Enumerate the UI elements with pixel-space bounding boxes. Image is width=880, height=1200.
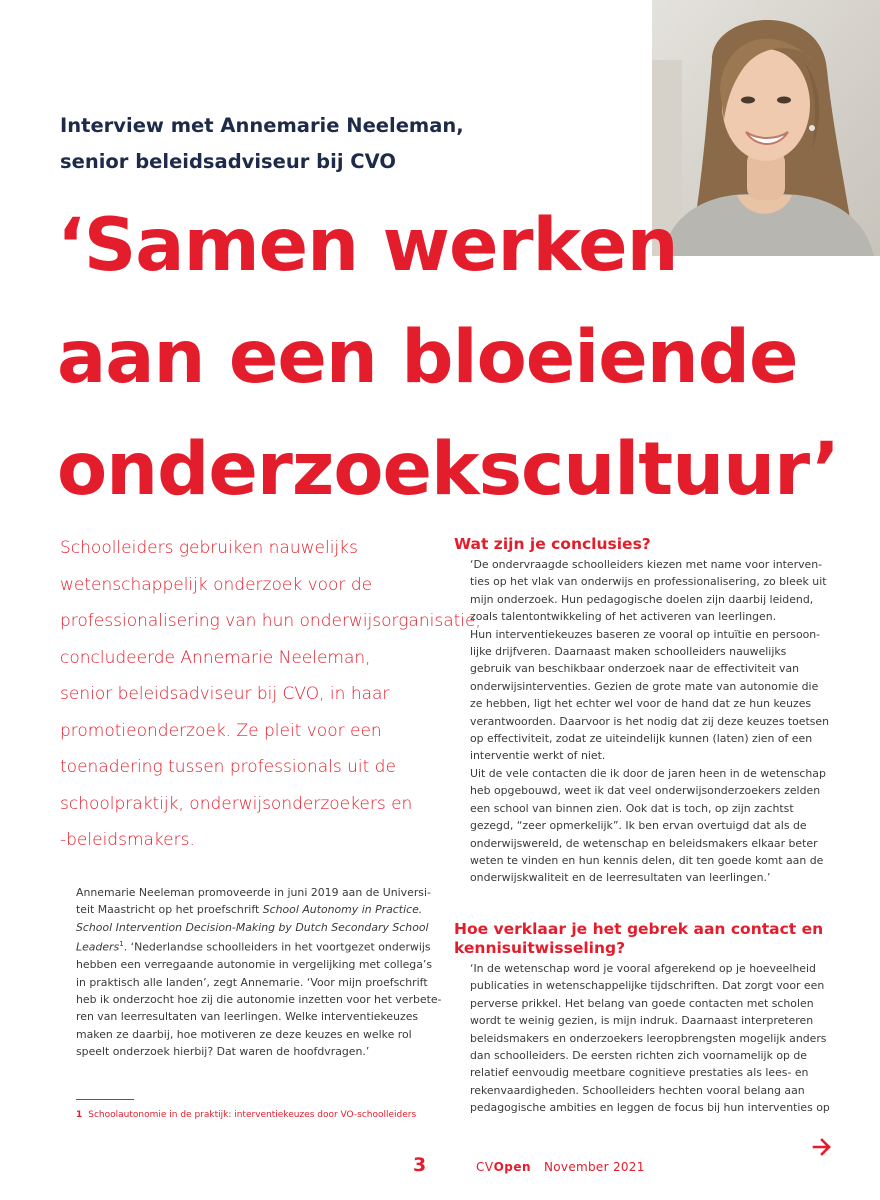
- body-line: heb ik onderzocht hoe zij die autonomie inzetten voor het verbete-: [76, 993, 442, 1007]
- body-line: onderwijskwaliteit en de leerresultaten van leerlingen.’: [470, 871, 771, 885]
- magazine-brand: [476, 1160, 531, 1174]
- headline-line-2: aan een bloeiende: [57, 315, 798, 400]
- body-line: Annemarie Neeleman promoveerde in juni 2019 aan de Universi-: [76, 886, 431, 899]
- body-line: ‘De ondervraagde schoolleiders kiezen met name voor interven-: [470, 558, 823, 571]
- body-line: mijn onderzoek. Hun pedagogische doelen zijn daarbij leidend,: [470, 592, 814, 606]
- lead-line: schoolpraktijk, onderwijsonderzoekers en: [60, 793, 413, 814]
- body-text-fragment: teit Maastricht op het proefschrift: [76, 903, 263, 917]
- body-line: gebruik van beschikbaar onderzoek naar de effectiviteit van: [470, 662, 800, 676]
- section-heading-text: kennisuitwisseling?: [454, 939, 626, 957]
- body-line: speelt onderzoek hierbij? Dat waren de hoofdvragen.’: [76, 1045, 370, 1059]
- body-line: op effectiviteit, zodat ze uiteindelijk kunnen (laten) zien of een: [470, 732, 813, 746]
- lead-paragraph: [60, 530, 481, 859]
- brand-prefix: CV: [476, 1160, 494, 1174]
- body-text-fragment: . ‘Nederlandse schoolleiders in het voortgezet onderwijs: [123, 940, 431, 954]
- body-line: lijke drijfveren. Daarnaast maken schoolleiders nauwelijks: [470, 645, 787, 659]
- footnote-reference[interactable]: 1: [119, 940, 124, 949]
- lead-line: concludeerde Annemarie Neeleman,: [60, 647, 371, 668]
- body-line: verantwoorden. Daarvoor is het nodig dat zij deze keuzes toetsen: [470, 714, 830, 728]
- body-line: zoals talentontwikkeling of het activeren van leerlingen.: [470, 610, 777, 624]
- body-line: ze hebben, ligt het echter wel voor de hand dat ze hun keuzes: [470, 697, 812, 711]
- brand-suffix: Open: [493, 1160, 532, 1174]
- body-line: weten te vinden en hun kennis delen, dit ten goede komt aan de: [470, 853, 824, 867]
- body-line: maken ze daarbij, hoe motiveren ze deze keuzes en welke rol: [76, 1027, 412, 1041]
- lead-line: wetenschappelijk onderzoek voor de: [60, 574, 373, 595]
- headline-line-1: ‘Samen werken: [57, 203, 678, 288]
- section-heading-conclusions: [454, 535, 651, 554]
- body-line: interventie werkt of niet.: [470, 749, 606, 763]
- body-paragraph-left: [76, 884, 442, 1061]
- book-title-fragment: School Autonomy in Practice.: [262, 903, 423, 917]
- body-line: dan schoolleiders. De eersten richten zich voornamelijk op de: [470, 1049, 808, 1063]
- section-heading-text: Wat zijn je conclusies?: [454, 535, 651, 553]
- body-paragraph-contact: [470, 960, 830, 1117]
- lead-line: senior beleidsadviseur bij CVO, in haar: [60, 684, 390, 704]
- interview-intro: [60, 108, 620, 180]
- body-line: ties op het vlak van onderwijs en professionalisering, zo bleek uit: [470, 575, 827, 589]
- body-paragraph-conclusions: [470, 556, 829, 887]
- lead-line: professionalisering van hun onderwijsorganisatie,: [60, 611, 481, 631]
- lead-line: Schoolleiders gebruiken nauwelijks: [60, 538, 358, 558]
- body-line: relatief eenvoudig meetbare cognitieve prestaties als lees- en: [470, 1066, 809, 1080]
- footnote-divider: [76, 1099, 134, 1100]
- body-line: onderwijsinterventies. Gezien de grote mate van autonomie die: [470, 679, 819, 693]
- footnote: [76, 1109, 436, 1121]
- body-line: onderwijswereld, de wetenschap en beleidsmakers elkaar beter: [470, 836, 818, 850]
- body-line: heb opgebouwd, weet ik dat veel onderwijsonderzoekers zelden: [470, 784, 821, 798]
- body-line: rekenvaardigheden. Schoolleiders hechten vooral belang aan: [470, 1083, 805, 1097]
- body-line: [76, 901, 426, 918]
- page-number: 3: [413, 1154, 427, 1176]
- lead-line: toenadering tussen professionals uit de: [60, 757, 396, 777]
- issue-date: November 2021: [544, 1160, 645, 1174]
- body-line: pedagogische ambities en leggen de focus bij hun interventies op: [470, 1101, 830, 1115]
- footnote-text: Schoolautonomie in de praktijk: interventiekeuzes door VO-schoolleiders: [88, 1110, 417, 1120]
- body-line: ren van leerresultaten van leerlingen. Welke interventiekeuzes: [76, 1010, 419, 1024]
- section-heading-text: Hoe verklaar je het gebrek aan contact en: [454, 920, 824, 938]
- body-line: Uit de vele contacten die ik door de jaren heen in de wetenschap: [470, 766, 826, 780]
- footnote-number: 1: [76, 1110, 83, 1120]
- section-heading-contact: [454, 920, 823, 958]
- body-line: Hun interventiekeuzes baseren ze vooral op intuïtie en persoon-: [470, 627, 821, 641]
- lead-line: promotieonderzoek. Ze pleit voor een: [60, 720, 382, 741]
- body-line: perverse prikkel. Het belang van goede contacten met scholen: [470, 996, 814, 1010]
- lead-line: -beleidsmakers.: [60, 830, 195, 850]
- headline-line-3: onderzoekscultuur’: [57, 427, 839, 512]
- book-title-fragment: Leaders: [76, 940, 120, 954]
- arrow-right-icon[interactable]: [811, 1136, 833, 1158]
- body-line: wordt te weinig gezien, is mijn indruk. Daarnaast interpreteren: [470, 1014, 814, 1028]
- body-line: een school van binnen zien. Ook dat is toch, op zijn zachtst: [470, 801, 794, 815]
- body-line: [76, 936, 431, 956]
- body-line: beleidsmakers en onderzoekers leeropbrengsten mogelijk anders: [470, 1031, 827, 1045]
- body-line: in praktisch alle landen’, zegt Annemarie. ‘Voor mijn proefschrift: [76, 975, 428, 989]
- body-line: hebben een verregaande autonomie in vergelijking met collega’s: [76, 958, 433, 972]
- page-title: [57, 190, 857, 526]
- book-title-fragment: School Intervention Decision-Making by Dutch Secondary School: [76, 920, 429, 934]
- body-line: ‘In de wetenschap word je vooral afgerekend op je hoeveelheid: [470, 962, 816, 975]
- body-line: gezegd, “zeer opmerkelijk”. Ik ben ervan overtuigd dat als de: [470, 819, 807, 833]
- intro-line-1: Interview met Annemarie Neeleman,: [60, 114, 464, 137]
- body-line: [76, 919, 429, 936]
- body-line: publicaties in wetenschappelijke tijdschriften. Dat zorgt voor een: [470, 979, 825, 993]
- intro-line-2: senior beleidsadviseur bij CVO: [60, 150, 396, 173]
